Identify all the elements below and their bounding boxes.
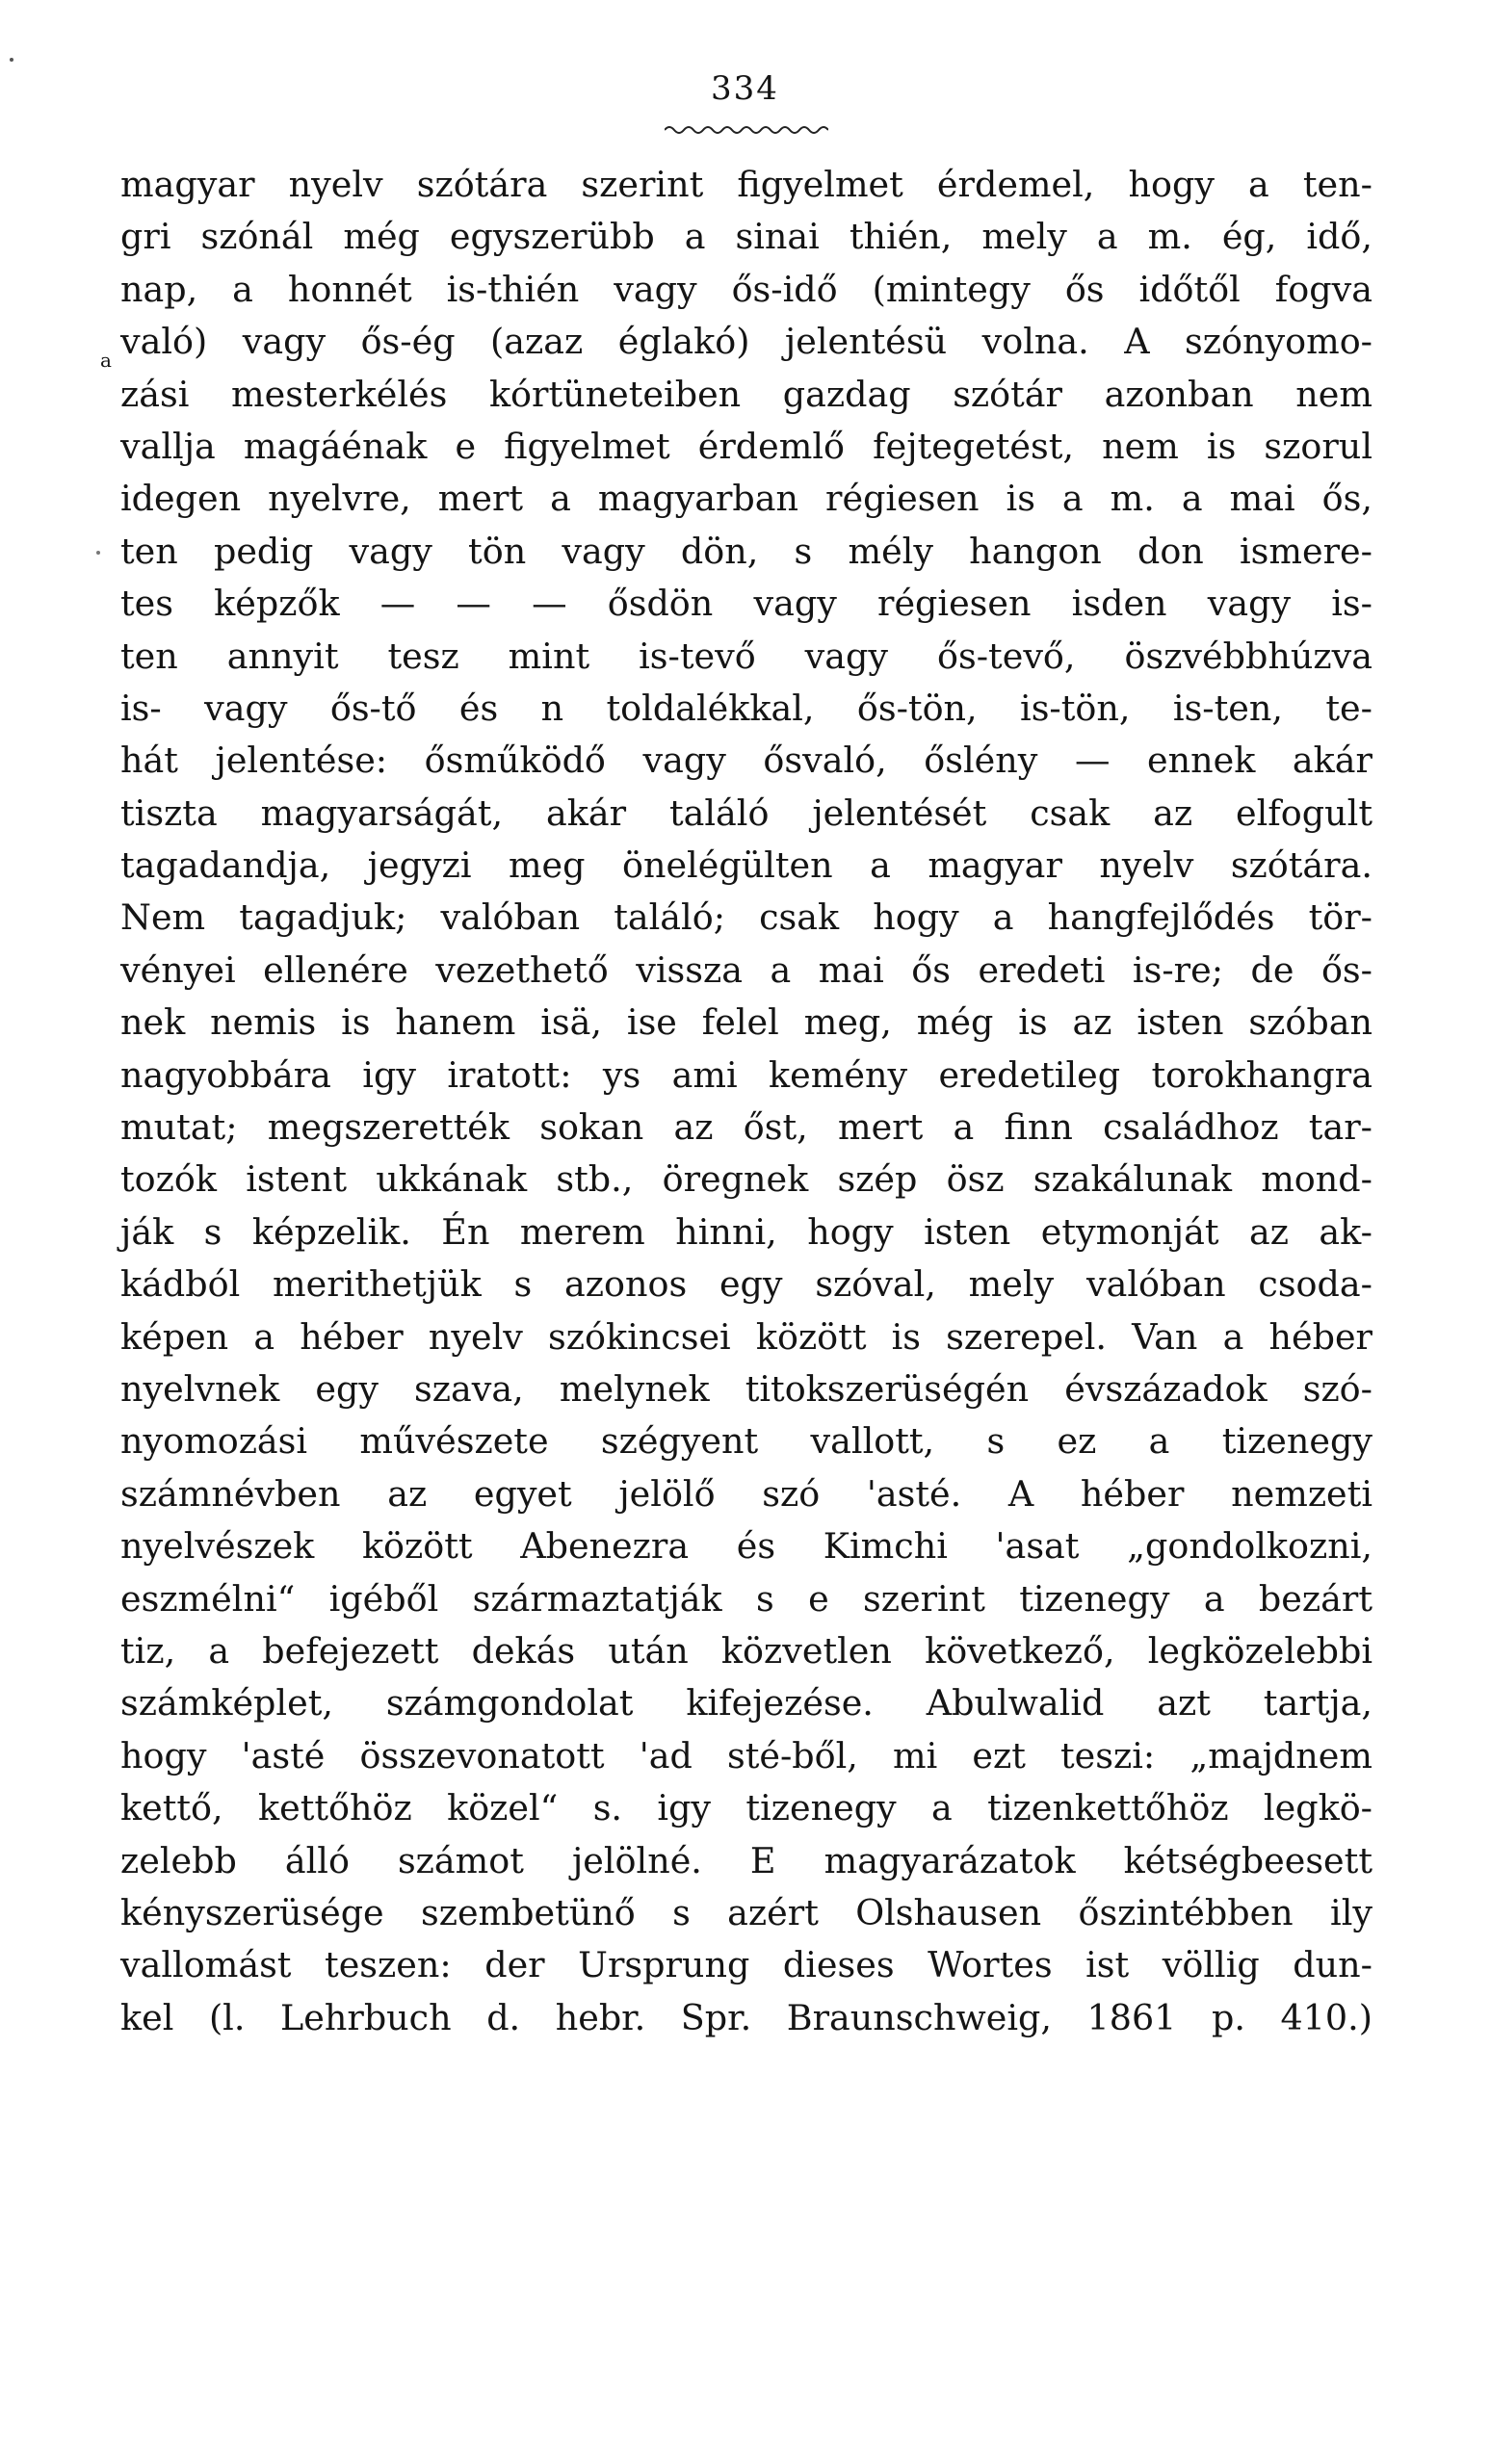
text-line: magyar nyelv szótára szerint figyelmet érdemel, hogy a ten- — [120, 164, 1372, 205]
text-line: tiz, a befejezett dekás után közvetlen következő, legközelebbi — [120, 1629, 1372, 1672]
text-line: ten annyit tesz mint is-tevő vagy ős-tevő, öszvébbhúzva — [120, 635, 1372, 677]
edge-speck — [10, 58, 13, 62]
text-line: is- vagy ős-tő és n toldalékkal, ős-tön, is-tön, is-ten, te- — [120, 687, 1372, 729]
margin-mark: a — [100, 349, 112, 372]
text-line: ják s képzelik. Én merem hinni, hogy isten etymonját az ak- — [120, 1210, 1372, 1253]
text-line: idegen nyelvre, mert a magyarban régiesen is a m. a mai ős, — [120, 478, 1372, 520]
text-line: Nem tagadjuk; valóban találó; csak hogy a hangfejlődés tör- — [120, 896, 1372, 939]
page-number: 334 — [711, 69, 779, 108]
text-line: nap, a honnét is-thién vagy ős-idő (mintegy ős időtől fogva — [120, 268, 1372, 310]
text-line: tiszta magyarságát, akár találó jelentését csak az elfogult — [120, 791, 1372, 834]
text-line: tagadandja, jegyzi meg önelégülten a magyar nyelv szótára. — [120, 844, 1372, 887]
text-line: zási mesterkélés kórtüneteiben gazdag szótár azonban nem — [120, 373, 1372, 415]
text-line: vallja magáénak e figyelmet érdemlő fejtegetést, nem is szorul — [120, 425, 1372, 467]
text-line: vallomást teszen: der Ursprung dieses Wortes ist völlig dun- — [120, 1944, 1372, 1986]
text-line: gri szónál még egyszerübb a sinai thién, mely a m. ég, idő, — [120, 216, 1372, 258]
margin-speck — [96, 551, 100, 555]
text-line: mutat; megszerették sokan az őst, mert a finn családhoz tar- — [120, 1106, 1372, 1149]
text-line: képen a héber nyelv szókincsei között is szerepel. Van a héber — [120, 1315, 1372, 1358]
text-line: kádból merithetjük s azonos egy szóval, mely valóban csoda- — [120, 1263, 1372, 1306]
text-line: zelebb álló számot jelölné. E magyarázatok kétségbeesett — [120, 1839, 1372, 1881]
page-number-wavy-rule — [665, 123, 828, 137]
text-line: kényszerüsége szembetünő s azért Olshausen őszintébben ily — [120, 1891, 1372, 1933]
body-text — [120, 159, 1372, 2044]
text-line: nyelvészek között Abenezra és Kimchi 'asat „gondolkozni, — [120, 1525, 1372, 1568]
text-line: tes képzők — — — ősdön vagy régiesen isden vagy is- — [120, 583, 1372, 625]
text-line: számnévben az egyet jelölő szó 'asté. A héber nemzeti — [120, 1472, 1372, 1515]
text-line: való) vagy ős-ég (azaz églakó) jelentésü volna. A szónyomo- — [120, 321, 1372, 363]
text-line: számképlet, számgondolat kifejezése. Abulwalid azt tartja, — [120, 1682, 1372, 1725]
text-line: ten pedig vagy tön vagy dön, s mély hangon don ismere- — [120, 530, 1372, 572]
text-line: vényei ellenére vezethető vissza a mai ős eredeti is-re; de ős- — [120, 948, 1372, 991]
text-line: nek nemis is hanem isä, ise felel meg, még is az isten szóban — [120, 1001, 1372, 1044]
text-line: hogy 'asté összevonatott 'ad sté-ből, mi ezt teszi: „majdnem — [120, 1734, 1372, 1777]
text-line: kel (l. Lehrbuch d. hebr. Spr. Braunschweig, 1861 p. 410.) — [120, 1996, 1372, 2038]
text-line: hát jelentése: ősműködő vagy ősvaló, őslény — ennek akár — [120, 739, 1372, 782]
text-line: eszmélni“ igéből származtatják s e szerint tizenegy a bezárt — [120, 1577, 1372, 1620]
text-line: tozók istent ukkának stb., öregnek szép ösz szakálunak mond- — [120, 1158, 1372, 1201]
text-line: nyomozási művészete szégyent vallott, s ez a tizenegy — [120, 1420, 1372, 1463]
text-line: kettő, kettőhöz közel“ s. igy tizenegy a tizenkettőhöz legkö- — [120, 1787, 1372, 1829]
text-line: nagyobbára igy iratott: ys ami kemény eredetileg torokhangra — [120, 1053, 1372, 1096]
text-line: nyelvnek egy szava, melynek titokszerüségén évszázadok szó- — [120, 1367, 1372, 1410]
